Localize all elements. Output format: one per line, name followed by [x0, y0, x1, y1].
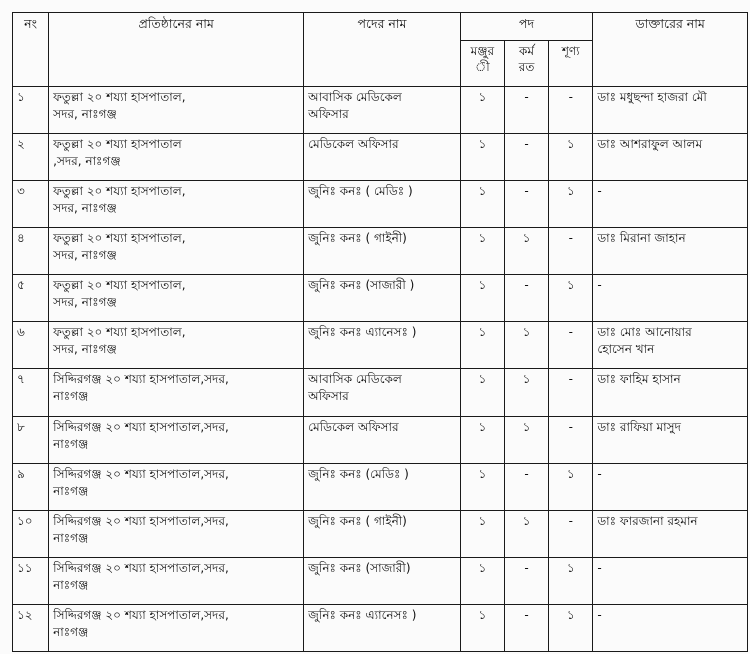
institution-line1: ফতুল্লা ২০ শয্যা হাসপাতাল, [53, 184, 186, 199]
cell-institution [49, 416, 304, 463]
post-line1: জুনিঃ কনঃ এ্যানেসঃ ) [308, 325, 417, 340]
cell-post-name [304, 557, 461, 604]
cell-serial: ৩ [13, 181, 49, 228]
header-working [504, 41, 548, 87]
cell-sanctioned: ১ [460, 463, 504, 510]
cell-vacant: - [549, 416, 593, 463]
cell-sanctioned: ১ [460, 557, 504, 604]
cell-vacant: ১ [549, 604, 593, 651]
cell-sanctioned: ১ [460, 322, 504, 369]
cell-vacant: - [549, 87, 593, 134]
cell-institution [49, 181, 304, 228]
cell-vacant: - [549, 322, 593, 369]
cell-sanctioned: ১ [460, 369, 504, 416]
cell-institution [49, 463, 304, 510]
cell-sanctioned: ১ [460, 87, 504, 134]
cell-working: - [504, 87, 548, 134]
cell-vacant: ১ [549, 275, 593, 322]
header-sanctioned-line1: মঞ্জুর [470, 44, 495, 58]
cell-sanctioned: ১ [460, 228, 504, 275]
post-line1: জুনিঃ কনঃ (সাজারী) [308, 560, 411, 575]
institution-line2: নাঃগঞ্জ [53, 483, 89, 498]
institution-line1: ফতুল্লা ২০ শয্যা হাসপাতাল, [53, 278, 186, 293]
cell-working: ১ [504, 416, 548, 463]
cell-doctor [593, 228, 748, 275]
institution-line2: নাঃগঞ্জ [53, 624, 89, 639]
doctor-line1: - [597, 184, 602, 199]
cell-doctor [593, 181, 748, 228]
cell-sanctioned: ১ [460, 134, 504, 181]
doctor-line1: - [597, 278, 602, 293]
institution-line2: নাঃগঞ্জ [53, 577, 89, 592]
cell-institution [49, 275, 304, 322]
cell-serial: ১২ [13, 604, 49, 651]
table-row [13, 510, 748, 557]
header-institution: প্রতিষ্ঠানের নাম [49, 13, 304, 87]
institution-line1: সিদ্দিরগঞ্জ ২০ শয্যা হাসপাতাল,সদর, [53, 607, 229, 622]
cell-serial: ১ [13, 87, 49, 134]
cell-vacant: - [549, 228, 593, 275]
cell-institution [49, 369, 304, 416]
cell-post-name [304, 181, 461, 228]
doctor-line1: ডাঃ আশরাফুল আলম [597, 137, 703, 152]
cell-vacant: - [549, 510, 593, 557]
doctor-line1: ডাঃ ফারজানা রহমান [597, 513, 698, 528]
header-working-line2: রত [518, 60, 535, 74]
header-posts: পদ [460, 13, 593, 41]
cell-serial: ৪ [13, 228, 49, 275]
doctor-line1: - [597, 466, 602, 481]
doctor-line1: - [597, 560, 602, 575]
cell-vacant: ১ [549, 181, 593, 228]
cell-post-name [304, 87, 461, 134]
cell-doctor [593, 510, 748, 557]
cell-serial: ৬ [13, 322, 49, 369]
header-sanctioned [460, 41, 504, 87]
cell-post-name [304, 322, 461, 369]
cell-institution [49, 87, 304, 134]
cell-serial: ৭ [13, 369, 49, 416]
table-row [13, 322, 748, 369]
table-row [13, 228, 748, 275]
post-line1: মেডিকেল অফিসার [308, 419, 399, 434]
institution-line1: সিদ্দিরগঞ্জ ২০ শয্যা হাসপাতাল,সদর, [53, 372, 229, 387]
cell-doctor [593, 134, 748, 181]
institution-line2: সদর, নাঃগঞ্জ [53, 201, 117, 216]
staff-table [12, 12, 748, 652]
cell-institution [49, 510, 304, 557]
cell-sanctioned: ১ [460, 416, 504, 463]
cell-vacant: ১ [549, 134, 593, 181]
cell-doctor [593, 322, 748, 369]
table-row [13, 87, 748, 134]
cell-post-name [304, 510, 461, 557]
table-header [13, 13, 748, 87]
cell-working: - [504, 604, 548, 651]
cell-post-name [304, 228, 461, 275]
cell-institution [49, 557, 304, 604]
doctor-line1: ডাঃ ফাহিম হাসান [597, 372, 681, 387]
cell-sanctioned: ১ [460, 275, 504, 322]
cell-working: ১ [504, 369, 548, 416]
institution-line1: সিদ্দিরগঞ্জ ২০ শয্যা হাসপাতাল,সদর, [53, 513, 229, 528]
institution-line2: নাঃগঞ্জ [53, 389, 89, 404]
post-line1: মেডিকেল অফিসার [308, 137, 399, 152]
cell-doctor [593, 416, 748, 463]
cell-institution [49, 228, 304, 275]
table-row [13, 604, 748, 651]
cell-doctor [593, 463, 748, 510]
cell-doctor [593, 275, 748, 322]
cell-working: ১ [504, 322, 548, 369]
table-row [13, 463, 748, 510]
doctor-line1: ডাঃ মিরানা জাহান [597, 231, 686, 246]
doctor-line1: ডাঃ রাফিয়া মাসুদ [597, 419, 681, 434]
institution-line2: নাঃগঞ্জ [53, 436, 89, 451]
cell-working: ১ [504, 510, 548, 557]
institution-line2: সদর, নাঃগঞ্জ [53, 248, 117, 263]
institution-line2: নাঃগঞ্জ [53, 530, 89, 545]
cell-institution [49, 134, 304, 181]
cell-serial: ২ [13, 134, 49, 181]
institution-line2: সদর, নাঃগঞ্জ [53, 295, 117, 310]
institution-line2: সদর, নাঃগঞ্জ [53, 342, 117, 357]
cell-post-name [304, 134, 461, 181]
cell-doctor [593, 369, 748, 416]
table-body [13, 87, 748, 652]
cell-sanctioned: ১ [460, 604, 504, 651]
cell-vacant: ১ [549, 557, 593, 604]
cell-sanctioned: ১ [460, 510, 504, 557]
cell-post-name [304, 463, 461, 510]
institution-line1: ফতুল্লা ২০ শয্যা হাসপাতাল, [53, 90, 186, 104]
institution-line1: ফতুল্লা ২০ শয্যা হাসপাতাল, [53, 325, 186, 340]
cell-working: - [504, 463, 548, 510]
cell-serial: ১০ [13, 510, 49, 557]
institution-line1: সিদ্দিরগঞ্জ ২০ শয্যা হাসপাতাল,সদর, [53, 466, 229, 481]
header-vacant: শূণ্য [549, 41, 593, 87]
cell-sanctioned: ১ [460, 181, 504, 228]
cell-serial: ১১ [13, 557, 49, 604]
institution-line1: ফতুল্লা ২০ শয্যা হাসপাতাল, [53, 231, 186, 246]
cell-serial: ৯ [13, 463, 49, 510]
post-line1: আবাসিক মেডিকেল [308, 90, 402, 104]
post-line2: অফিসার [308, 107, 349, 121]
cell-working: - [504, 181, 548, 228]
doctor-line2: হোসেন খান [597, 342, 655, 357]
doctor-line1: ডাঃ মধুছন্দা হাজরা মৌ [597, 90, 707, 104]
institution-line1: সিদ্দিরগঞ্জ ২০ শয্যা হাসপাতাল,সদর, [53, 419, 229, 434]
doctor-line1: - [597, 607, 602, 622]
table-row [13, 369, 748, 416]
cell-vacant: - [549, 369, 593, 416]
cell-serial: ৫ [13, 275, 49, 322]
header-working-line1: কর্ম [519, 44, 535, 58]
cell-post-name [304, 275, 461, 322]
header-no: নং [13, 13, 49, 87]
cell-doctor [593, 557, 748, 604]
cell-post-name [304, 369, 461, 416]
cell-post-name [304, 604, 461, 651]
cell-institution [49, 604, 304, 651]
institution-line1: সিদ্দিরগঞ্জ ২০ শয্যা হাসপাতাল,সদর, [53, 560, 229, 575]
cell-doctor [593, 87, 748, 134]
institution-line2: সদর, নাঃগঞ্জ [53, 107, 117, 121]
post-line1: জুনিঃ কনঃ ( মেডিঃ ) [308, 184, 413, 199]
header-doctor: ডাক্তারের নাম [593, 13, 748, 87]
post-line1: জুনিঃ কনঃ (মেডিঃ ) [308, 466, 409, 481]
doctor-line1: ডাঃ মোঃ আনোয়ার [597, 325, 692, 340]
institution-line1: ফতুল্লা ২০ শয্যা হাসপাতাল [53, 137, 182, 152]
cell-working: - [504, 134, 548, 181]
institution-line2: ,সদর, নাঃগঞ্জ [53, 154, 121, 169]
table-row [13, 416, 748, 463]
table-row [13, 134, 748, 181]
cell-working: ১ [504, 228, 548, 275]
table-row [13, 181, 748, 228]
header-sanctioned-line2: ী [475, 60, 490, 74]
table-row [13, 275, 748, 322]
cell-post-name [304, 416, 461, 463]
post-line2: অফিসার [308, 389, 349, 404]
cell-serial: ৮ [13, 416, 49, 463]
cell-working: - [504, 557, 548, 604]
post-line1: জুনিঃ কনঃ ( গাইনী) [308, 231, 407, 246]
cell-working: - [504, 275, 548, 322]
cell-vacant: ১ [549, 463, 593, 510]
table-row [13, 557, 748, 604]
post-line1: জুনিঃ কনঃ এ্যানেসঃ ) [308, 607, 417, 622]
header-post-name: পদের নাম [304, 13, 461, 87]
post-line1: জুনিঃ কনঃ ( গাইনী) [308, 513, 407, 528]
post-line1: জুনিঃ কনঃ (সাজারী ) [308, 278, 415, 293]
cell-institution [49, 322, 304, 369]
cell-doctor [593, 604, 748, 651]
post-line1: আবাসিক মেডিকেল [308, 372, 402, 387]
